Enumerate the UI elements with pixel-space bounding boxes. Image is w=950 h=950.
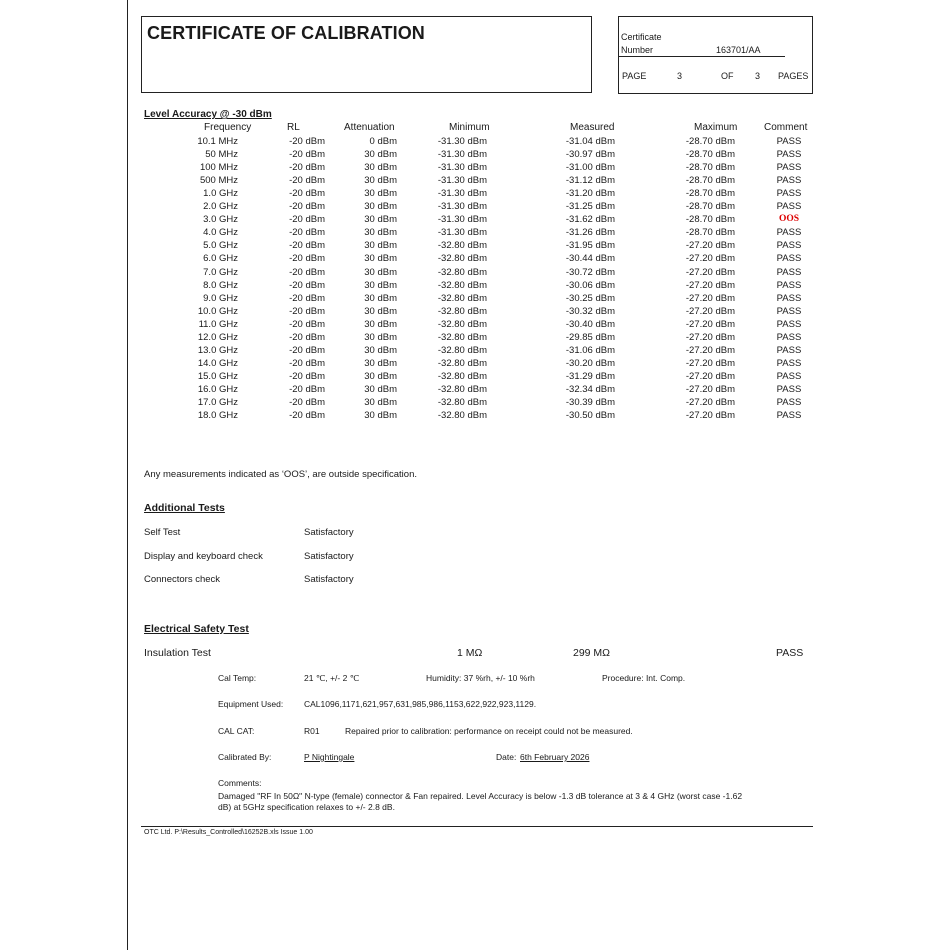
connectors-check-label: Connectors check xyxy=(144,574,221,585)
pages-label: PAGES xyxy=(778,71,809,81)
cell-rl: -20 dBm xyxy=(289,370,325,382)
cell-frequency: 18.0 GHz xyxy=(197,410,238,422)
column-header-attenuation: Attenuation xyxy=(344,122,395,133)
certificate-rule xyxy=(619,56,785,57)
cell-comment: PASS xyxy=(776,149,802,161)
document-title: CERTIFICATE OF CALIBRATION xyxy=(147,23,425,43)
cell-maximum: -27.20 dBm xyxy=(685,383,735,395)
cell-frequency: 4.0 GHz xyxy=(203,227,238,239)
cell-attenuation: 30 dBm xyxy=(364,266,397,278)
table-row xyxy=(0,201,950,214)
table-row xyxy=(0,214,950,227)
cell-measured: -30.44 dBm xyxy=(565,253,615,265)
equipment-value: CAL1096,1171,621,957,631,985,986,1153,622,922,923,1129. xyxy=(304,699,537,709)
cell-rl: -20 dBm xyxy=(289,266,325,278)
cell-rl: -20 dBm xyxy=(289,397,325,408)
cell-maximum: -27.20 dBm xyxy=(685,331,735,343)
table-row xyxy=(0,319,950,332)
cell-maximum: -28.70 dBm xyxy=(685,201,735,213)
cell-maximum: -28.70 dBm xyxy=(685,149,735,161)
column-header-frequency: Frequency xyxy=(204,122,252,133)
cell-rl: -20 dBm xyxy=(289,344,325,356)
table-row xyxy=(0,371,950,384)
cell-attenuation: 30 dBm xyxy=(364,214,397,226)
table-row xyxy=(0,306,950,319)
cell-attenuation: 30 dBm xyxy=(364,370,397,382)
cell-rl: -20 dBm xyxy=(289,318,325,330)
cell-attenuation: 30 dBm xyxy=(364,344,397,356)
cell-maximum: -27.20 dBm xyxy=(685,266,735,278)
cell-minimum: -31.30 dBm xyxy=(437,162,487,174)
cell-rl: -20 dBm xyxy=(289,149,325,161)
cell-measured: -30.97 dBm xyxy=(565,149,615,161)
cell-maximum: -27.20 dBm xyxy=(685,292,735,304)
cell-minimum: -32.80 dBm xyxy=(437,331,487,343)
cell-measured: -31.29 dBm xyxy=(565,370,615,382)
cell-maximum: -28.70 dBm xyxy=(685,136,735,147)
comments-line-2: dB) at 5GHz specification relaxes to +/- 2.8 dB. xyxy=(218,802,395,812)
cell-measured: -30.25 dBm xyxy=(565,292,615,304)
page-label: PAGE xyxy=(622,71,647,81)
cell-rl: -20 dBm xyxy=(289,227,325,239)
cell-measured: -30.20 dBm xyxy=(565,357,615,369)
cal-temp-value: 21 ℃, +/- 2 ℃ xyxy=(304,673,360,683)
cell-rl: -20 dBm xyxy=(289,214,325,226)
cell-measured: -30.50 dBm xyxy=(565,410,615,422)
cell-minimum: -32.80 dBm xyxy=(437,279,487,291)
cell-rl: -20 dBm xyxy=(289,136,325,147)
table-row xyxy=(0,227,950,240)
cell-minimum: -31.30 dBm xyxy=(437,136,487,147)
cell-minimum: -31.30 dBm xyxy=(437,227,487,239)
cell-comment: PASS xyxy=(776,188,802,200)
cell-frequency: 2.0 GHz xyxy=(203,201,238,213)
connectors-check-result: Satisfactory xyxy=(304,574,354,585)
cell-frequency: 11.0 GHz xyxy=(198,318,238,330)
insulation-limit: 1 MΩ xyxy=(457,647,483,659)
cell-measured: -31.04 dBm xyxy=(565,136,615,147)
cell-comment: PASS xyxy=(776,162,802,174)
table-row xyxy=(0,397,950,410)
cell-comment: PASS xyxy=(776,175,802,187)
cell-frequency: 10.1 MHz xyxy=(197,136,238,147)
cell-attenuation: 30 dBm xyxy=(364,175,397,187)
footer-reference: OTC Ltd. P:\Results_Controlled\16252B.xls Issue 1.00 xyxy=(144,829,313,836)
cell-measured: -30.39 dBm xyxy=(565,397,615,408)
title-box xyxy=(141,16,592,93)
cell-comment: PASS xyxy=(776,397,802,408)
cell-comment: PASS xyxy=(776,357,802,369)
cell-maximum: -27.20 dBm xyxy=(685,357,735,369)
additional-tests-title: Additional Tests xyxy=(144,502,225,514)
table-row xyxy=(0,240,950,253)
cell-rl: -20 dBm xyxy=(289,292,325,304)
comments-line-1: Damaged "RF In 50Ω" N-type (female) connector & Fan repaired. Level Accuracy is below -1.3 dB tolerance at 3 & 4 GHz (worst case -1.62 xyxy=(218,791,743,801)
date-label: Date: xyxy=(496,752,517,762)
cell-measured: -30.32 dBm xyxy=(565,305,615,317)
insulation-test-label: Insulation Test xyxy=(144,647,211,659)
cell-maximum: -27.20 dBm xyxy=(685,410,735,422)
cell-measured: -30.06 dBm xyxy=(565,279,615,291)
cell-measured: -32.34 dBm xyxy=(565,383,615,395)
cell-frequency: 5.0 GHz xyxy=(203,240,238,252)
cell-rl: -20 dBm xyxy=(289,279,325,291)
cell-measured: -31.95 dBm xyxy=(565,240,615,252)
cell-attenuation: 30 dBm xyxy=(364,383,397,395)
cell-frequency: 15.0 GHz xyxy=(197,370,238,382)
cell-frequency: 14.0 GHz xyxy=(197,357,238,369)
calibrated-by-label: Calibrated By: xyxy=(218,752,272,762)
cell-attenuation: 30 dBm xyxy=(364,318,397,330)
cell-minimum: -32.80 dBm xyxy=(437,318,487,330)
cell-rl: -20 dBm xyxy=(289,305,325,317)
table-row xyxy=(0,267,950,280)
cell-measured: -29.85 dBm xyxy=(565,331,615,343)
cell-comment: OOS xyxy=(778,214,800,225)
cell-comment: PASS xyxy=(776,370,802,382)
cell-maximum: -27.20 dBm xyxy=(685,397,735,408)
cell-minimum: -32.80 dBm xyxy=(437,410,487,422)
insulation-result: PASS xyxy=(776,647,804,659)
cell-maximum: -27.20 dBm xyxy=(685,240,735,252)
cell-attenuation: 30 dBm xyxy=(364,201,397,213)
cell-attenuation: 30 dBm xyxy=(364,410,397,422)
cell-attenuation: 30 dBm xyxy=(364,357,397,369)
cell-frequency: 8.0 GHz xyxy=(203,279,238,291)
cell-attenuation: 30 dBm xyxy=(364,240,397,252)
cell-rl: -20 dBm xyxy=(289,162,325,174)
table-row xyxy=(0,293,950,306)
oos-note: Any measurements indicated as ‘OOS’, are outside specification. xyxy=(144,469,417,480)
cell-measured: -31.25 dBm xyxy=(565,201,615,213)
cell-frequency: 1.0 GHz xyxy=(203,188,238,200)
cell-rl: -20 dBm xyxy=(289,410,325,422)
cell-frequency: 500 MHz xyxy=(199,175,238,187)
cell-attenuation: 30 dBm xyxy=(364,292,397,304)
table-row xyxy=(0,358,950,371)
cell-attenuation: 30 dBm xyxy=(364,149,397,161)
cell-minimum: -32.80 dBm xyxy=(437,305,487,317)
cell-maximum: -28.70 dBm xyxy=(685,227,735,239)
certificate-info-box xyxy=(618,16,813,94)
cell-minimum: -31.30 dBm xyxy=(437,201,487,213)
footer-rule xyxy=(141,826,813,827)
equipment-label: Equipment Used: xyxy=(218,699,284,709)
cell-minimum: -32.80 dBm xyxy=(437,253,487,265)
cell-rl: -20 dBm xyxy=(289,253,325,265)
table-row xyxy=(0,175,950,188)
cell-measured: -31.12 dBm xyxy=(565,175,615,187)
cell-maximum: -27.20 dBm xyxy=(685,279,735,291)
cell-frequency: 3.0 GHz xyxy=(203,214,238,226)
column-header-rl: RL xyxy=(287,122,300,133)
cell-rl: -20 dBm xyxy=(289,240,325,252)
cell-minimum: -32.80 dBm xyxy=(437,344,487,356)
display-check-label: Display and keyboard check xyxy=(144,551,263,562)
comments-label: Comments: xyxy=(218,778,262,788)
cell-attenuation: 30 dBm xyxy=(364,331,397,343)
cell-frequency: 7.0 GHz xyxy=(203,266,238,278)
table-row xyxy=(0,410,950,423)
cell-minimum: -31.30 dBm xyxy=(437,175,487,187)
cell-minimum: -31.30 dBm xyxy=(437,188,487,200)
cell-minimum: -32.80 dBm xyxy=(437,383,487,395)
cell-frequency: 9.0 GHz xyxy=(203,292,238,304)
cell-comment: PASS xyxy=(776,318,802,330)
date-value: 6th February 2026 xyxy=(520,752,590,762)
table-row xyxy=(0,332,950,345)
cell-minimum: -32.80 dBm xyxy=(437,357,487,369)
cell-minimum: -32.80 dBm xyxy=(437,240,487,252)
cell-comment: PASS xyxy=(776,240,802,252)
page-number: 3 xyxy=(677,71,683,81)
cell-attenuation: 30 dBm xyxy=(364,227,397,239)
table-row xyxy=(0,280,950,293)
cal-cat-description: Repaired prior to calibration: performance on receipt could not be measured. xyxy=(345,726,633,736)
table-row xyxy=(0,162,950,175)
total-pages: 3 xyxy=(755,71,761,81)
display-check-result: Satisfactory xyxy=(304,551,354,562)
cell-comment: PASS xyxy=(776,331,802,343)
cell-rl: -20 dBm xyxy=(289,357,325,369)
cell-comment: PASS xyxy=(776,253,802,265)
cell-frequency: 10.0 GHz xyxy=(197,305,238,317)
certificate-label: Certificate xyxy=(621,32,662,42)
cell-attenuation: 30 dBm xyxy=(364,305,397,317)
cell-maximum: -27.20 dBm xyxy=(685,305,735,317)
cell-comment: PASS xyxy=(776,279,802,291)
cell-comment: PASS xyxy=(776,383,802,395)
cell-attenuation: 30 dBm xyxy=(364,279,397,291)
cell-rl: -20 dBm xyxy=(289,175,325,187)
table-row xyxy=(0,384,950,397)
cell-measured: -31.26 dBm xyxy=(565,227,615,239)
cell-maximum: -27.20 dBm xyxy=(685,253,735,265)
cell-measured: -30.72 dBm xyxy=(565,266,615,278)
cell-comment: PASS xyxy=(776,410,802,422)
cell-comment: PASS xyxy=(776,305,802,317)
cal-cat-label: CAL CAT: xyxy=(218,726,255,736)
cell-comment: PASS xyxy=(776,227,802,239)
cell-comment: PASS xyxy=(776,201,802,213)
cell-minimum: -32.80 dBm xyxy=(437,397,487,408)
cell-frequency: 16.0 GHz xyxy=(197,383,238,395)
humidity-value: Humidity: 37 %rh, +/- 10 %rh xyxy=(426,673,535,683)
cell-maximum: -27.20 dBm xyxy=(685,344,735,356)
column-header-minimum: Minimum xyxy=(449,122,490,133)
cell-frequency: 17.0 GHz xyxy=(197,397,238,408)
table-row xyxy=(0,136,950,149)
cell-minimum: -32.80 dBm xyxy=(437,370,487,382)
cell-rl: -20 dBm xyxy=(289,188,325,200)
cell-attenuation: 30 dBm xyxy=(364,253,397,265)
cell-attenuation: 0 dBm xyxy=(369,136,397,147)
cell-minimum: -32.80 dBm xyxy=(437,266,487,278)
cell-frequency: 100 MHz xyxy=(199,162,238,174)
column-header-measured: Measured xyxy=(570,122,615,133)
table-row xyxy=(0,188,950,201)
cell-attenuation: 30 dBm xyxy=(364,188,397,200)
column-header-comment: Comment xyxy=(764,122,808,133)
cell-minimum: -31.30 dBm xyxy=(437,149,487,161)
table-row xyxy=(0,253,950,266)
cell-measured: -31.00 dBm xyxy=(565,162,615,174)
cell-maximum: -28.70 dBm xyxy=(685,214,735,226)
of-label: OF xyxy=(721,71,734,81)
cell-measured: -31.62 dBm xyxy=(565,214,615,226)
cell-frequency: 13.0 GHz xyxy=(197,344,238,356)
cell-maximum: -28.70 dBm xyxy=(685,162,735,174)
cal-cat-code: R01 xyxy=(304,726,320,736)
cell-comment: PASS xyxy=(776,344,802,356)
certificate-number: 163701/AA xyxy=(716,45,761,55)
cell-attenuation: 30 dBm xyxy=(364,162,397,174)
cell-attenuation: 30 dBm xyxy=(364,397,397,408)
cell-frequency: 6.0 GHz xyxy=(203,253,238,265)
table-row xyxy=(0,149,950,162)
level-accuracy-title: Level Accuracy @ -30 dBm xyxy=(144,109,272,120)
cal-temp-label: Cal Temp: xyxy=(218,673,257,683)
self-test-result: Satisfactory xyxy=(304,527,354,538)
cell-rl: -20 dBm xyxy=(289,331,325,343)
procedure-value: Procedure: Int. Comp. xyxy=(602,673,686,683)
cell-rl: -20 dBm xyxy=(289,201,325,213)
cell-minimum: -32.80 dBm xyxy=(437,292,487,304)
cell-frequency: 50 MHz xyxy=(205,149,238,161)
cell-maximum: -27.20 dBm xyxy=(685,318,735,330)
cell-measured: -31.20 dBm xyxy=(565,188,615,200)
table-row xyxy=(0,345,950,358)
electrical-safety-title: Electrical Safety Test xyxy=(144,623,249,635)
self-test-label: Self Test xyxy=(144,527,181,538)
cell-comment: PASS xyxy=(776,292,802,304)
number-label: Number xyxy=(621,45,654,55)
cell-measured: -31.06 dBm xyxy=(565,344,615,356)
cell-measured: -30.40 dBm xyxy=(565,318,615,330)
calibrated-by-value: P Nightingale xyxy=(304,752,355,762)
cell-comment: PASS xyxy=(776,266,802,278)
column-header-maximum: Maximum xyxy=(694,122,738,133)
cell-maximum: -27.20 dBm xyxy=(685,370,735,382)
cell-comment: PASS xyxy=(776,136,802,147)
cell-minimum: -31.30 dBm xyxy=(437,214,487,226)
insulation-measured: 299 MΩ xyxy=(573,647,611,659)
cell-rl: -20 dBm xyxy=(289,383,325,395)
cell-maximum: -28.70 dBm xyxy=(685,175,735,187)
cell-maximum: -28.70 dBm xyxy=(685,188,735,200)
cell-frequency: 12.0 GHz xyxy=(197,331,238,343)
